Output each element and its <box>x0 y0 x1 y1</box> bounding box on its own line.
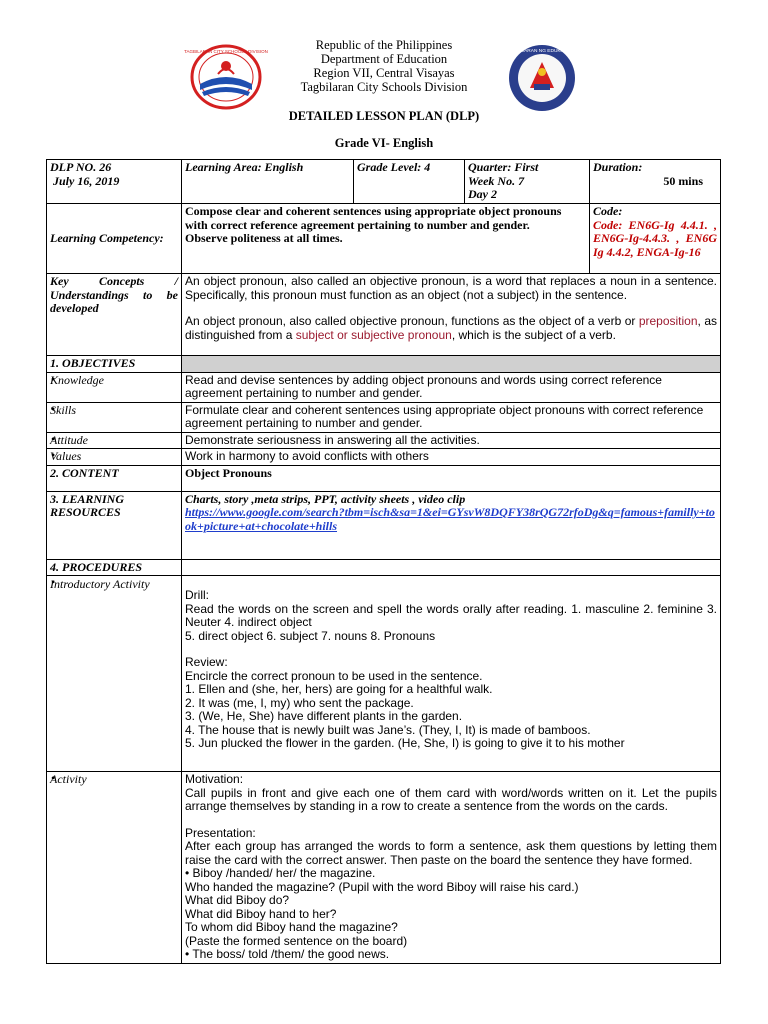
resources-list: Charts, story ,meta strips, PPT, activity sheets , video clip <box>185 491 466 506</box>
quarter-cell <box>465 160 590 204</box>
knowledge-text: Read and devise sentences by adding object pronouns and words using correct reference agreement pertaining to number and gender. <box>182 372 721 402</box>
key-concept-paragraph-2 <box>185 315 717 342</box>
introductory-activity-label: • Introductory Activity <box>47 576 182 772</box>
attitude-row <box>47 432 721 449</box>
kc-p2-part-a: An object pronoun, also called objective pronoun, functions as the object of a verb or <box>185 314 639 328</box>
activity-row <box>47 772 721 964</box>
header-line-3: Region VII, Central Visayas <box>313 66 455 80</box>
learning-area: Learning Area: English <box>182 160 354 204</box>
right-logo-text: KAGAWARAN NG EDUKASYON <box>506 49 578 54</box>
content-value: Object Pronouns <box>182 465 721 491</box>
introductory-activity-row <box>47 576 721 772</box>
key-concepts-text <box>182 274 721 356</box>
agency-header <box>0 38 768 94</box>
day-number: Day 2 <box>468 187 497 201</box>
resources-cell <box>182 491 721 559</box>
presentation-item: (Paste the formed sentence on the board) <box>185 933 408 948</box>
motivation-text: Call pupils in front and give each one of them card with word/words written on it. Let the pupils arrange themselves by standing in a row to create a sentence from the words on the cards. <box>185 785 717 813</box>
lesson-date: July 16, 2019 <box>53 173 120 188</box>
procedures-empty-cell <box>182 559 721 576</box>
presentation-item: Who handed the magazine? (Pupil with the word Biboy will raise his card.) <box>185 879 579 894</box>
competency-code: Code: EN6G-Ig 4.4.1. , EN6G-Ig-4.4.3. , EN6G Ig 4.4.2, ENGA-Ig-16 <box>593 217 717 259</box>
kc-p2-part-b: , as distinguished from a <box>185 314 717 342</box>
values-label: • Values <box>47 449 182 466</box>
lesson-plan-table <box>46 159 721 964</box>
review-item: 4. The house that is newly built was Jane’s. (They, I, It) is made of bamboos. <box>185 722 591 737</box>
key-concept-paragraph-1: An object pronoun, also called an objective pronoun, is a word that replaces a noun in a sentence. Specifically, this pronoun must function as an object (not a subject) in the sentence. <box>185 274 717 302</box>
quarter: Quarter: First <box>468 160 539 174</box>
values-text: Work in harmony to avoid conflicts with others <box>182 449 721 466</box>
document-title: DETAILED LESSON PLAN (DLP) <box>288 109 480 123</box>
motivation-title: Motivation: <box>185 772 244 786</box>
content-row <box>47 465 721 491</box>
header-line-1: Republic of the Philippines <box>315 38 453 52</box>
attitude-text: Demonstrate seriousness in answering all the activities. <box>182 432 721 449</box>
content-heading: 2. CONTENT <box>47 465 182 491</box>
resources-video-link[interactable]: https://www.google.com/search?tbm=isch&sa=1&ei=GYsvW8DQFY38rQG72rfoDg&q=famous+familly+took+picture+at+chocolate+hills <box>185 505 715 533</box>
header-line-2: Department of Education <box>320 52 448 66</box>
attitude-label: • Attitude <box>47 432 182 449</box>
drill-text-2: 5. direct object 6. subject 7. nouns 8. Pronouns <box>185 628 436 643</box>
competency-text-cell <box>182 204 590 274</box>
competency-row <box>47 204 721 274</box>
kc-p2-part-c: , which is the subject of a verb. <box>451 327 616 342</box>
dlp-number-cell <box>47 160 182 204</box>
subject-pronoun-link[interactable]: subject or subjective pronoun <box>295 327 452 342</box>
presentation-item: • The boss/ told /them/ the good news. <box>185 947 390 961</box>
competency-politeness: Observe politeness at all times. <box>185 231 343 245</box>
introductory-activity-content <box>182 576 721 772</box>
review-item: 3. (We, He, She) have different plants in the garden. <box>185 709 463 723</box>
header-row <box>47 160 721 204</box>
week-number: Week No. 7 <box>468 173 525 188</box>
duration-value: 50 mins <box>663 173 703 188</box>
drill-title: Drill: <box>185 588 209 602</box>
resources-heading: 3. LEARNING RESOURCES <box>47 491 182 559</box>
skills-label: • Skills <box>47 402 182 432</box>
competency-text: Compose clear and coherent sentences using appropriate object pronouns with correct reference agreement pertaining to number and gender. <box>185 204 562 232</box>
presentation-text: After each group has arranged the words to form a sentence, ask them questions by letting them raise the card with the correct answer. Then paste on the board the sentence they have formed. <box>185 839 717 867</box>
knowledge-row <box>47 372 721 402</box>
presentation-item: To whom did Biboy hand the magazine? <box>185 920 398 934</box>
document-subtitle: Grade VI- English <box>334 136 434 150</box>
objectives-heading-row <box>47 356 721 373</box>
left-logo-text: TAGBILARAN CITY SCHOOLS DIVISION <box>184 49 268 54</box>
knowledge-label: • Knowledge <box>47 372 182 402</box>
competency-code-cell <box>590 204 721 274</box>
resources-row <box>47 491 721 559</box>
review-intro: Encircle the correct pronoun to be used in the sentence. <box>185 668 483 683</box>
activity-label: • Activity <box>47 772 182 964</box>
review-item: 5. Jun plucked the flower in the garden. (He, She, I) is going to give it to his mother <box>185 736 625 750</box>
objectives-heading: 1. OBJECTIVES <box>47 356 182 373</box>
presentation-item: What did Biboy hand to her? <box>185 906 337 921</box>
objectives-shaded-cell <box>182 356 721 373</box>
preposition-link[interactable]: preposition <box>638 314 698 328</box>
presentation-item: • Biboy /handed/ her/ the magazine. <box>185 866 376 880</box>
competency-label: Learning Competency: <box>47 204 182 274</box>
duration-cell <box>590 160 721 204</box>
procedures-heading-row <box>47 559 721 576</box>
review-item: 1. Ellen and (she, her, hers) are going for a healthful walk. <box>185 682 493 696</box>
duration-label: Duration: <box>593 160 643 174</box>
key-concepts-label: Key Concepts / Understandings to be developed <box>47 274 182 356</box>
drill-text: Read the words on the screen and spell the words orally after reading. 1. masculine 2. feminine 3. Neuter 4. indirect object <box>185 601 717 629</box>
dlp-number: DLP NO. 26 <box>50 160 112 174</box>
header-line-4: Tagbilaran City Schools Division <box>300 80 468 94</box>
review-title: Review: <box>185 655 228 669</box>
procedures-heading: 4. PROCEDURES <box>47 559 182 576</box>
grade-level: Grade Level: 4 <box>354 160 465 204</box>
presentation-title: Presentation: <box>185 825 256 840</box>
activity-content <box>182 772 721 964</box>
review-item: 2. It was (me, I, my) who sent the package. <box>185 695 414 710</box>
code-label: Code: <box>593 204 623 218</box>
values-row <box>47 449 721 466</box>
skills-text: Formulate clear and coherent sentences using appropriate object pronouns with correct reference agreement pertaining to number and gender. <box>182 402 721 432</box>
presentation-item: What did Biboy do? <box>185 893 290 907</box>
key-concepts-row <box>47 274 721 356</box>
skills-row <box>47 402 721 432</box>
